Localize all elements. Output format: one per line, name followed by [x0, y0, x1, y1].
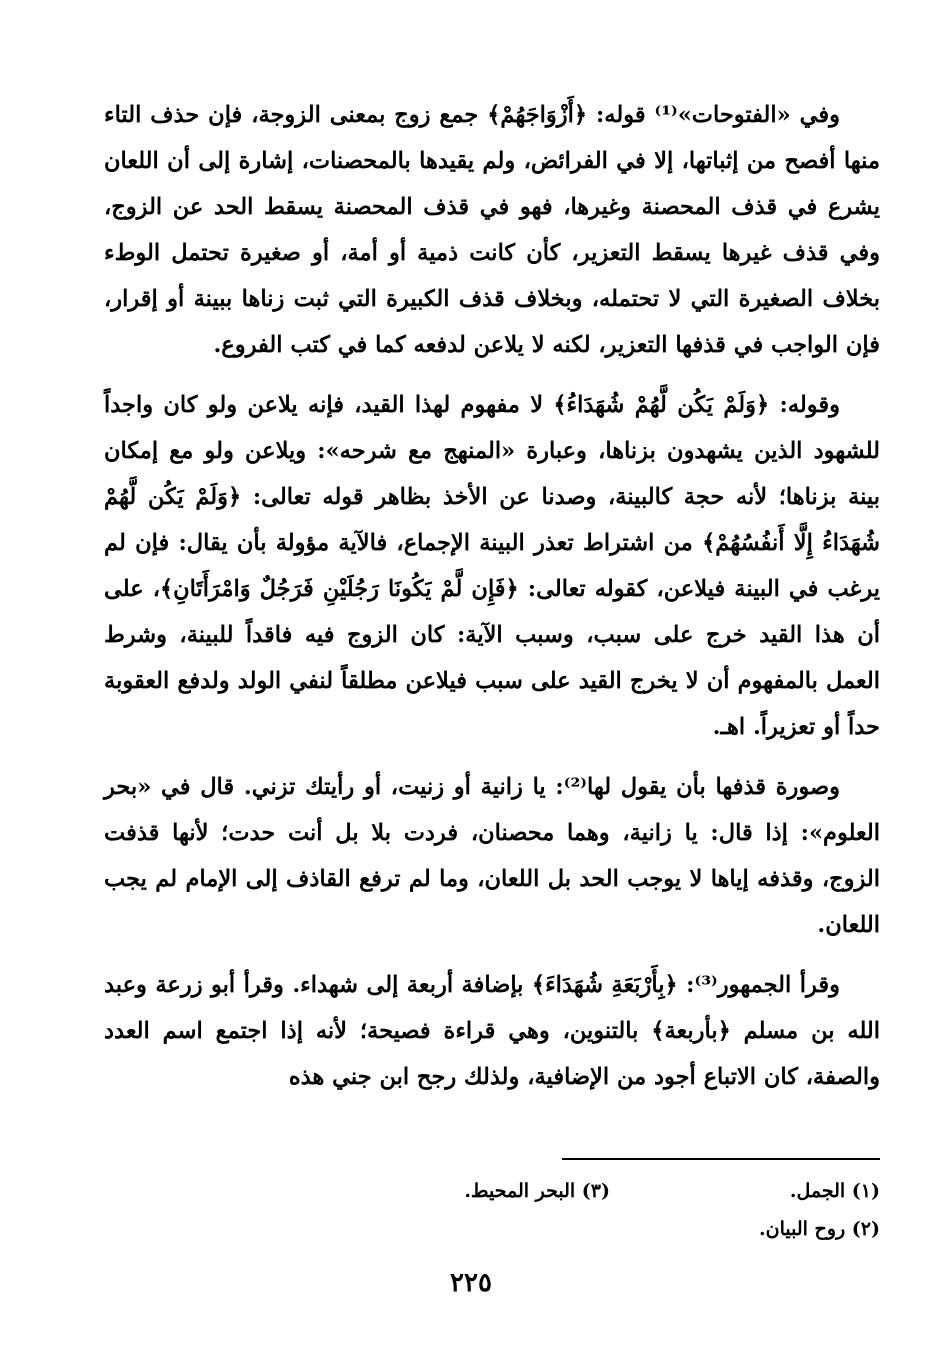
footnotes	[104, 1172, 880, 1248]
page-number: ٢٢٥	[450, 1268, 492, 1298]
paragraph-3: وصورة قذفها بأن يقول لها⁽²⁾: يا زانية أو زنيت، أو رأيتك تزني. قال في «بحر العلوم»: إذا قال: يا زانية، وهما محصنان، فردت بلا بل أنت حدت؛ لأنها قذفت الزوج، وقذفه إياها لا يوجب الحد بل اللعان، وما لم ترفع القاذف إلى الإمام لم يجب اللعان.	[104, 774, 880, 938]
footnote-divider	[562, 1158, 880, 1160]
footnote-row	[104, 1210, 880, 1248]
footnote-row	[104, 1172, 880, 1210]
footnote-3: (٣) البحر المحيط.	[464, 1180, 610, 1202]
paragraph-4: وقرأ الجمهور⁽³⁾: ﴿بِأَرْبَعَةِ شُهَدَاءَ﴾ بإضافة أربعة إلى شهداء. وقرأ أبو زرعة وعبد الله بن مسلم ﴿بأربعة﴾ بالتنوين، وهي قراءة فصيحة؛ لأنه إذا اجتمع اسم العدد والصفة، كان الاتباع أجود من الإضافية، ولذلك رجح ابن جني هذه	[104, 972, 880, 1090]
paragraph-2: وقوله: ﴿وَلَمْ يَكُن لَّهُمْ شُهَدَاءُ﴾ لا مفهوم لهذا القيد، فإنه يلاعن ولو كان واجداً للشهود الذين يشهدون بزناها، وعبارة «المنهج مع شرحه»: ويلاعن ولو مع إمكان بينة بزناها؛ لأنه حجة كالبينة، وصدنا عن الأخذ بظاهر قوله تعالى: ﴿وَلَمْ يَكُن لَّهُمْ شُهَدَاءُ إِلَّا أَنفُسُهُمْ﴾ من اشتراط تعذر البينة الإجماع، فالآية مؤولة بأن يقال: فإن لم يرغب في البينة فيلاعن، كقوله تعالى: ﴿فَإِن لَّمْ يَكُونَا رَجُلَيْنِ فَرَجُلٌ وَامْرَأَتَانِ﴾، على أن هذا القيد خرج على سبب، وسبب الآية: كان الزوج فيه فاقداً للبينة، وشرط العمل بالمفهوم أن لا يخرج القيد على سبب فيلاعن مطلقاً لنفي الولد ولدفع العقوبة حداً أو تعزيراً. اهـ.	[104, 392, 880, 740]
footnote-2: (٢) روح البيان.	[759, 1218, 880, 1240]
main-text	[104, 92, 880, 1114]
footnote-1: (١) الجمل.	[789, 1180, 880, 1202]
paragraph-1: وفي «الفتوحات»⁽¹⁾ قوله: ﴿أَزْوَاجَهُمْ﴾ جمع زوج بمعنى الزوجة، فإن حذف التاء منها أفصح من إثباتها، إلا في الفرائض، ولم يقيدها بالمحصنات، إشارة إلى أن اللعان يشرع في قذف المحصنة وغيرها، فهو في قذف المحصنة يسقط الحد عن الزوج، وفي قذف غيرها يسقط التعزير، كأن كانت ذمية أو أمة، أو صغيرة تحتمل الوطء بخلاف الصغيرة التي لا تحتمله، وبخلاف قذف الكبيرة التي ثبت زناها ببينة أو إقرار، فإن الواجب في قذفها التعزير، لكنه لا يلاعن لدفعه كما في كتب الفروع.	[104, 102, 880, 358]
